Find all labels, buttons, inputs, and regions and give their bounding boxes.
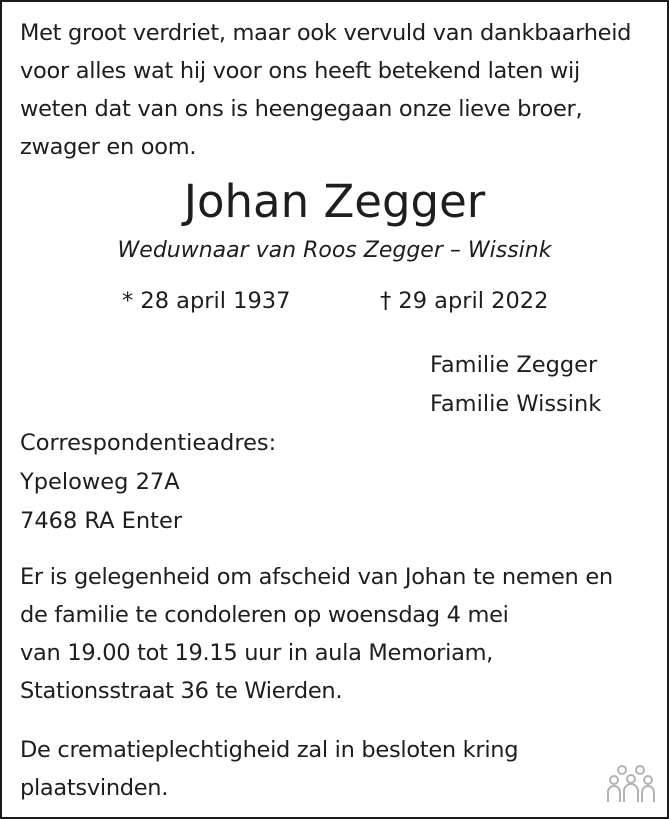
correspondence-label: Correspondentieadres: [20, 430, 277, 456]
farewell-line: de familie te condoleren op woensdag 4 mei [20, 602, 509, 628]
deceased-name: Johan Zegger [183, 175, 486, 228]
family-name: Familie Wissink [430, 391, 602, 417]
family-name: Familie Zegger [430, 352, 598, 378]
birth-date: * 28 april 1937 [122, 288, 291, 314]
cremation-line: plaatsvinden. [20, 775, 169, 801]
farewell-line: Stationsstraat 36 te Wierden. [20, 678, 343, 704]
correspondence-address [20, 424, 276, 541]
intro-line: Met groot verdriet, maar ook vervuld van dankbaarheid [20, 20, 632, 46]
farewell-line: Er is gelegenheid om afscheid van Johan te nemen en [20, 564, 613, 590]
widow-line: Weduwnaar van Roos Zegger – Wissink [117, 238, 552, 263]
intro-paragraph [20, 14, 650, 166]
cremation-paragraph [20, 731, 620, 807]
address-postal-city: 7468 RA Enter [20, 508, 183, 534]
intro-line: weten dat van ons is heengegaan onze lieve broer, [20, 96, 583, 122]
intro-line: voor alles wat hij voor ons heeft betekend laten wij [20, 58, 580, 84]
intro-line: zwager en oom. [20, 134, 197, 160]
family-signatures [430, 346, 601, 424]
cremation-line: De crematieplechtigheid zal in besloten kring [20, 737, 519, 763]
people-group-icon [606, 764, 656, 804]
farewell-paragraph [20, 558, 650, 710]
address-street: Ypeloweg 27A [20, 469, 180, 495]
death-date: † 29 april 2022 [380, 288, 549, 314]
farewell-line: van 19.00 tot 19.15 uur in aula Memoriam, [20, 640, 494, 666]
